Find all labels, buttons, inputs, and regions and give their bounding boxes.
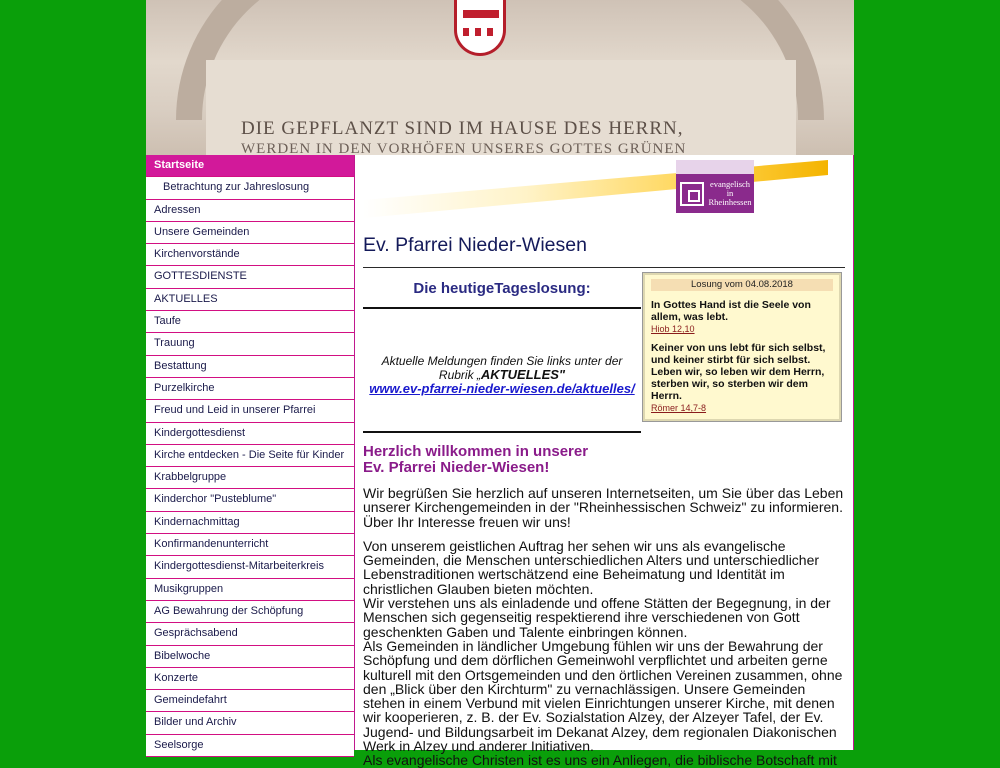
page xyxy=(146,0,854,768)
nav-item-adressen[interactable]: Adressen xyxy=(146,200,354,222)
nav-item-kinderchor[interactable]: Kinderchor "Pusteblume" xyxy=(146,489,354,511)
nav-item-bibelwoche[interactable]: Bibelwoche xyxy=(146,646,354,668)
nav-item-seelsorge[interactable]: Seelsorge xyxy=(146,735,354,757)
coat-of-arms-icon xyxy=(454,0,506,56)
nav-item-kindergottesdienst[interactable]: Kindergottesdienst xyxy=(146,423,354,445)
nav-item-gespraechsabend[interactable]: Gesprächsabend xyxy=(146,623,354,645)
header-image xyxy=(146,0,854,155)
nav-item-gemeindefahrt[interactable]: Gemeindefahrt xyxy=(146,690,354,712)
tageslosung-section xyxy=(363,268,845,418)
ekhn-logo[interactable] xyxy=(676,160,754,213)
losung-verse-2: Keiner von uns lebt für sich selbst, und keiner stirbt für sich selbst. Leben wir, so leben wir dem Herrn, sterben wir, so sterben wir dem Herrn. xyxy=(651,342,826,402)
aktuelles-note-bold: AKTUELLES" xyxy=(480,367,566,382)
page-title: Ev. Pfarrei Nieder-Wiesen xyxy=(363,234,845,268)
content-right-border xyxy=(853,155,854,750)
welcome-line2: Ev. Pfarrei Nieder-Wiesen! xyxy=(363,459,550,476)
paragraph-1: Wir begrüßen Sie herzlich auf unseren Internetseiten, um Sie über das Leben unserer Kirchengemeinden in der "Rheinhessischen Schweiz" zu informieren. Über Ihr Interesse freuen wir uns! xyxy=(363,485,844,530)
banner-ribbon xyxy=(363,160,828,218)
losung-box xyxy=(642,272,842,422)
nav-item-aktuelles[interactable]: AKTUELLES xyxy=(146,289,354,311)
aktuelles-link[interactable]: www.ev-pfarrei-nieder-wiesen.de/aktuelles/ xyxy=(369,381,635,396)
welcome-line1: Herzlich willkommen in unserer xyxy=(363,443,589,460)
main-content xyxy=(363,160,845,768)
losung-verse-1: In Gottes Hand ist die Seele von allem, was lebt. xyxy=(651,299,811,323)
banner xyxy=(363,160,845,220)
nav-item-freud-und-leid[interactable]: Freud und Leid in unserer Pfarrei xyxy=(146,400,354,422)
nav-item-konfirmandenunterricht[interactable]: Konfirmandenunterricht xyxy=(146,534,354,556)
sidebar-nav xyxy=(146,155,354,757)
logo-line3: Rheinhessen xyxy=(708,197,752,207)
inscription-line1: DIE GEPFLANZT SIND IM HAUSE DES HERRN, xyxy=(241,118,684,139)
aktuelles-note xyxy=(363,354,641,396)
paragraph-2-part-1: Von unserem geistlichen Auftrag her sehen wir uns als evangelische Gemeinden, die Menschen unterschiedlichen Alters und unterschiedlicher Lebenstraditionen wertschätzend eine Beheimatung und Identität im christlichen Glauben bieten möchten. xyxy=(363,537,820,597)
nav-item-kindernachmittag[interactable]: Kindernachmittag xyxy=(146,512,354,534)
nav-item-bestattung[interactable]: Bestattung xyxy=(146,356,354,378)
tageslosung-heading: Die heutigeTageslosung: xyxy=(413,280,591,297)
divider-line xyxy=(363,307,641,309)
welcome-heading xyxy=(363,444,845,476)
losung-ref-2[interactable]: Römer 14,7-8 xyxy=(651,403,707,413)
nav-item-kirchenvorstaende[interactable]: Kirchenvorstände xyxy=(146,244,354,266)
nav-item-startseite[interactable]: Startseite xyxy=(146,155,354,177)
nav-item-musikgruppen[interactable]: Musikgruppen xyxy=(146,579,354,601)
nav-item-taufe[interactable]: Taufe xyxy=(146,311,354,333)
divider-line xyxy=(363,431,641,433)
paragraph-2-part-2: Wir verstehen uns als einladende und offene Stätten der Begegnung, in der Menschen sich gegenseitig respektierend ihre verschiedenen von Gott geschenkten Gaben und Talente einbringen können. xyxy=(363,595,831,640)
nav-item-purzelkirche[interactable]: Purzelkirche xyxy=(146,378,354,400)
nav-item-trauung[interactable]: Trauung xyxy=(146,333,354,355)
logo-text xyxy=(708,180,752,207)
logo-line1: evangelisch xyxy=(709,179,751,189)
logo-top-band xyxy=(676,160,754,174)
cross-mark-icon xyxy=(680,182,704,206)
nav-item-jahreslosung[interactable]: Betrachtung zur Jahreslosung xyxy=(146,177,354,199)
nav-item-kigo-mitarbeiterkreis[interactable]: Kindergottesdienst-Mitarbeiterkreis xyxy=(146,556,354,578)
paragraph-2-part-3: Als Gemeinden in ländlicher Umgebung fühlen wir uns der Bewahrung der Schöpfung und dem dörflichen Gemeinwohl verpflichtet und arbeiten gerne kulturell mit den Ortsgemeinden und den örtlichen Vereinen zusammen, ohne den „Blick über den Kirchturm" zu vernachlässigen. Unsere Gemeinden stehen in einem Verbund mit vielen Einrichtungen unserer Kirche, mit denen wir kooperieren, z. B. der Ev. Sozialstation Alzey, der Alzeyer Tafel, der Ev. Jugend- und Bildungsarbeit im Dekanat Alzey, dem regionalen Diakonischen Werk in Alzey und anderer Initiativen. xyxy=(363,637,843,755)
nav-item-bilder-archiv[interactable]: Bilder und Archiv xyxy=(146,712,354,734)
nav-item-krabbelgruppe[interactable]: Krabbelgruppe xyxy=(146,467,354,489)
logo-line2: in xyxy=(726,188,734,198)
nav-item-konzerte[interactable]: Konzerte xyxy=(146,668,354,690)
losung-date: Losung vom 04.08.2018 xyxy=(651,279,833,291)
nav-item-gemeinden[interactable]: Unsere Gemeinden xyxy=(146,222,354,244)
aktuelles-note-text: Aktuelle Meldungen finden Sie links unter der Rubrik „ xyxy=(381,354,623,382)
sidebar-divider xyxy=(354,155,355,750)
paragraph-2 xyxy=(363,539,845,768)
nav-item-ag-schoepfung[interactable]: AG Bewahrung der Schöpfung xyxy=(146,601,354,623)
nav-item-kirche-entdecken[interactable]: Kirche entdecken - Die Seite für Kinder xyxy=(146,445,354,467)
losung-ref-1[interactable]: Hiob 12,10 xyxy=(651,324,695,334)
paragraph-2-part-4: Als evangelische Christen ist es uns ein Anliegen, die biblische Botschaft mit xyxy=(363,752,837,768)
nav-item-gottesdienste[interactable]: GOTTESDIENSTE xyxy=(146,266,354,288)
inscription-line2: WERDEN IN DEN VORHÖFEN UNSERES GOTTES GRÜNEN xyxy=(241,141,687,155)
